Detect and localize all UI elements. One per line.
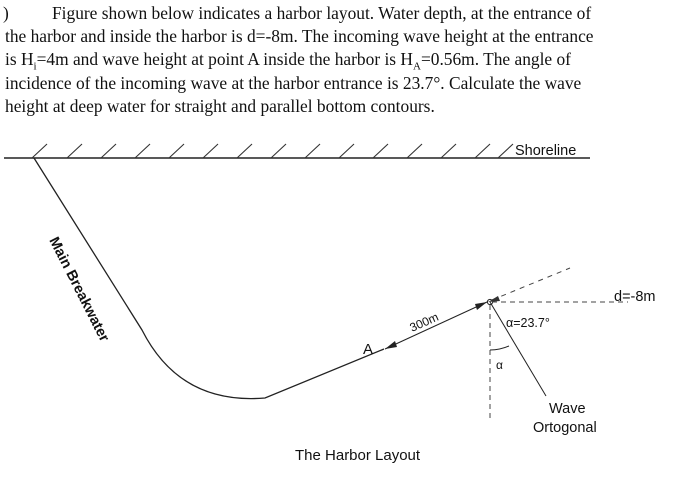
angle-value-label: α=23.7° — [506, 316, 550, 330]
problem-line-3-part-c: =0.56m. The angle of — [420, 49, 571, 70]
subscript-a: A — [412, 60, 421, 73]
subscript-i: i — [33, 60, 37, 73]
angle-arc — [490, 346, 509, 350]
distance-line — [385, 302, 487, 349]
distance-arrowhead-a — [385, 341, 397, 349]
shoreline-label: Shoreline — [515, 143, 577, 159]
problem-line-1: Figure shown below indicates a harbor layout. Water depth, at the entrance of — [52, 3, 592, 23]
shoreline-hatching — [32, 144, 513, 158]
distance-label: 300m — [407, 309, 441, 335]
point-a-label: A — [363, 341, 374, 358]
depth-label: d=-8m — [614, 289, 656, 305]
figure-caption: The Harbor Layout — [295, 447, 421, 464]
problem-line-3-part-b: =4m and wave height at point A inside the harbor is H — [36, 49, 413, 70]
problem-line-3-part-a: is H — [5, 49, 34, 70]
question-marker: ) — [3, 3, 9, 23]
distance-arrowhead-entrance — [475, 302, 487, 310]
wave-label-line-1: Wave — [549, 401, 586, 417]
angle-symbol: α — [496, 358, 503, 372]
main-breakwater — [34, 158, 384, 399]
problem-line-4: incidence of the incoming wave at the harbor entrance is 23.7°. Calculate the wave — [5, 72, 582, 93]
incident-wave-direction — [492, 268, 570, 300]
problem-line-5: height at deep water for straight and parallel bottom contours. — [5, 95, 435, 116]
wave-label-line-2: Ortogonal — [533, 420, 597, 436]
breakwater-label: Main Breakwater — [45, 234, 113, 345]
problem-line-2: the harbor and inside the harbor is d=-8m. The incoming wave height at the entrance — [5, 26, 594, 47]
shoreline — [4, 144, 590, 158]
